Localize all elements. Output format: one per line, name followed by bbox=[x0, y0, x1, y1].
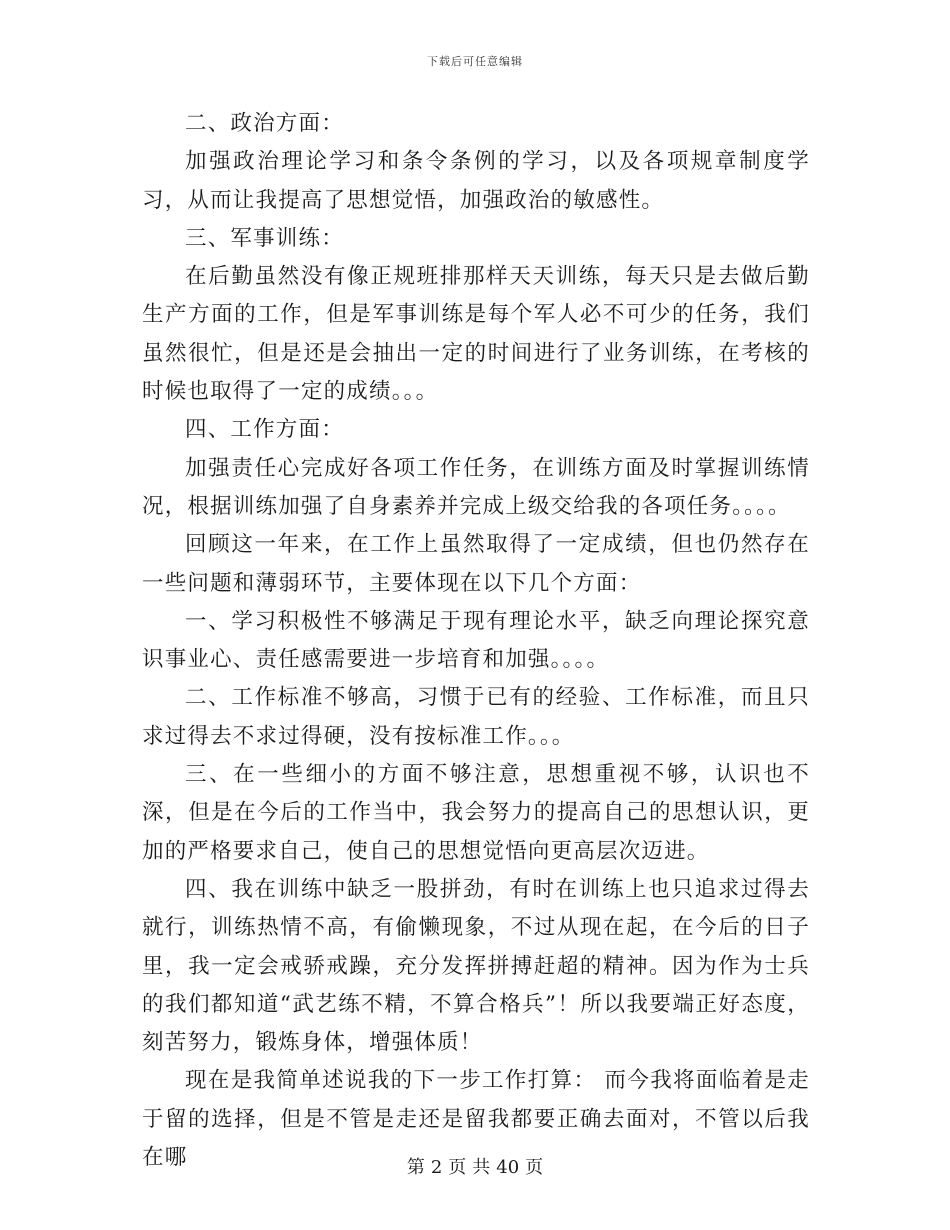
page-label-mid: 页 bbox=[448, 1157, 467, 1178]
paragraph: 加强责任心完成好各项工作任务，在训练方面及时掌握训练情况，根据训练加强了自身素养并完成上级交给我的各项任务。。。。 bbox=[142, 455, 810, 519]
paragraph: 二、工作标准不够高，习惯于已有的经验、工作标准，而且只求过得去不求过得硬，没有按标准工作。。。 bbox=[142, 685, 810, 749]
paragraph: 三、在一些细小的方面不够注意，思想重视不够，认识也不深，但是在今后的工作当中，我会努力的提高自己的思想认识，更加的严格要求自己，使自己的思想觉悟向更高层次迈进。 bbox=[142, 762, 810, 864]
paragraph: 加强政治理论学习和条令条例的学习，以及各项规章制度学习，从而让我提高了思想觉悟，加强政治的敏感性。 bbox=[142, 149, 810, 213]
paragraph: 回顾这一年来，在工作上虽然取得了一定成绩，但也仍然存在一些问题和薄弱环节，主要体现在以下几个方面： bbox=[142, 532, 810, 596]
page-header: 下载后可任意编辑 bbox=[427, 55, 523, 68]
paragraph: 一、学习积极性不够满足于现有理论水平，缺乏向理论探究意识事业心、责任感需要进一步培育和加强。。。。 bbox=[142, 608, 810, 673]
paragraph: 在后勤虽然没有像正规班排那样天天训练，每天只是去做后勤生产方面的工作，但是军事训练是每个军人必不可少的任务，我们虽然很忙，但是还是会抽出一定的时间进行了业务训练，在考核的时候也取得了一定的成绩。。。 bbox=[142, 264, 810, 405]
current-page-number: 2 bbox=[430, 1157, 443, 1178]
total-label-prefix: 共 bbox=[472, 1157, 491, 1178]
paragraph: 现在是我简单述说我的下一步工作打算： 而今我将面临着是走于留的选择，但是不管是走还是留我都要正确去面对，不管以后我在哪 bbox=[142, 1068, 810, 1171]
section-heading-politics: 二、政治方面： bbox=[185, 111, 344, 136]
page-label-suffix: 页 bbox=[525, 1157, 544, 1178]
page-number-footer bbox=[0, 1153, 950, 1179]
page-label-prefix: 第 bbox=[406, 1157, 425, 1178]
section-heading-military-training: 三、军事训练： bbox=[185, 225, 344, 251]
total-page-count: 40 bbox=[496, 1157, 520, 1178]
paragraph: 四、我在训练中缺乏一股拼劲，有时在训练上也只追求过得去就行，训练热情不高，有偷懒现象，不过从现在起，在今后的日子里，我一定会戒骄戒躁，充分发挥拼搏赶超的精神。因为作为士兵的我们都知道“武艺练不精，不算合格兵”！所以我要端正好态度，刻苦努力，锻炼身体，增强体质！ bbox=[142, 876, 810, 1056]
section-heading-work: 四、工作方面： bbox=[185, 417, 344, 443]
document-body bbox=[142, 105, 810, 1177]
